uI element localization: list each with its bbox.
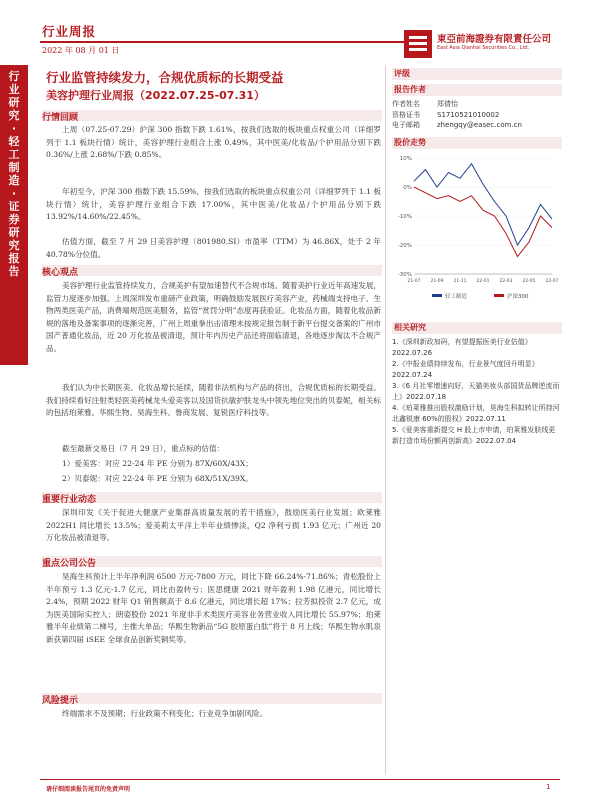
x-tick-label: 21-07	[407, 279, 421, 284]
column-divider	[385, 65, 386, 775]
rating-label: 评级	[392, 68, 562, 80]
sidebar-char: 研	[8, 226, 20, 239]
paragraph: 昊海生科预计上半年净利润 6500 万元-7800 万元，同比下降 66.24%-71.86%；青松股份上半年预亏 1.3 亿元-1.7 亿元，同比由盈转亏；医思健康 2021 财年盈利 1.98 亿港元，同比增长 2.4%，预期 2022 财年 Q1 销售额高于 8.6 亿港元，同比增长超 17%；拉芳拟投资 2.7 亿元，成为医美国际实控人；朗姿股份 2021 年度非手术类医疗美容业务营业收入同比增长 55.97%；珀莱雅半年业绩第二梯号，主推大单品；华熙生物新品“5G 胶原蛋白肽”将于 8 月上线；华熙生物水肌泉新获第四届 iSEE 全球食品创新奖铜奖等。	[46, 572, 381, 644]
paragraph: 深圳印发《关于促进大健康产业集群高质量发展的若干措施》，鼓励医美行业发展；欧莱雅 2022H1 同比增长 13.5%；爱美莉太平洋上半年业绩惨淡，Q2 净利亏损 1.93 亿元；广州近 20 万化妆品被清退等。	[46, 508, 381, 542]
section-heading-industry-news: 重要行业动态	[42, 495, 97, 505]
sidebar-char: ·	[11, 187, 17, 200]
legend-label: 轻工制造	[445, 294, 468, 300]
analyst-value: 郑倩怡	[437, 100, 458, 108]
x-tick-label: 22-05	[522, 279, 536, 284]
legend-swatch	[432, 294, 442, 297]
paragraph: 上周（07.25-07.29）沪深 300 指数下跌 1.61%，按我们选取的板块重点权重公司（详细罗列于 1.1 板块行情）统计，美容护理行业组合上涨 0.49%，其中医美/化妆品/个护用品分别下跌 0.36%/上涨 2.68%/下跌 0.85%。	[46, 125, 381, 159]
section-heading-core-view: 核心观点	[42, 268, 79, 278]
y-tick-label: -30%	[397, 272, 412, 278]
sidebar-char: 告	[8, 265, 20, 278]
paragraph: 美容护理行业监管持续发力，合规美护有望加速替代不合规市场。随着美护行业近年高速发展，监管力度逐步加强。上周深圳发布重磅产业政策，明确鼓励发展医疗美容产业，药械端支持电子、生物两类医美产品，消费端规范医美服务，监管“赏罚分明”态度再获验证。化妆品方面，随着化妆品新规的落地及备案事项的逐渐完善，广州上周重拳出击清理未按规定报告制于新平台提交备案的广州市国产普通化妆品，近 20 万化妆品被清退，预计年内历史产品还将面临清退，各地逐步淘汰不合规产品。	[46, 281, 381, 353]
company-name-cn: 東亞前海證券有限責任公司	[437, 34, 552, 45]
analyst-row	[392, 110, 560, 121]
sidebar-char: 究	[8, 109, 20, 122]
page-number: 1	[546, 783, 551, 791]
sidebar-text	[0, 70, 28, 278]
section-heading-market: 行情回顾	[42, 113, 79, 123]
list-item: 2）贝泰妮：对应 22-24 年 PE 分别为 68X/51X/39X。	[62, 474, 253, 483]
paragraph: 我们认为中长期医美、化妆品增长延续，随着非法机构与产品的挤出，合规优质标的长期受益。我们持续看好注射类轻医美药械龙头爱美客以及国货抗敏护肤龙头中领先地位突出的贝泰妮，相关标的包括珀莱雅、华熙生物、昊海生科、鲁商发展、复锐医疗科技等。	[46, 383, 381, 417]
sidebar-char: 究	[8, 239, 20, 252]
company-name-en: East Asia Qianhai Securities Co., Ltd.	[437, 45, 530, 51]
related-report-link[interactable]: 2.《中报业绩持续发布，行业景气度回升明显》2022.07.24	[392, 360, 539, 379]
y-tick-label: 10%	[399, 156, 412, 162]
series-line-0	[414, 164, 552, 245]
report-type-title: 行业周报	[42, 24, 97, 39]
related-list	[392, 337, 560, 447]
y-tick-label: -20%	[397, 243, 412, 249]
report-date: 2022 年 08 月 01 日	[42, 46, 120, 55]
sidebar-char: 研	[8, 96, 20, 109]
related-report-link[interactable]: 3.《6 月社零增速向好，天猫美妆头部国货品牌逆流而上》2022.07.18	[392, 382, 560, 401]
legend-label: 沪深300	[507, 294, 529, 300]
analyst-email[interactable]: zhengqy@easec.com.cn	[437, 121, 522, 129]
analyst-key: 资格证书	[392, 110, 420, 119]
footer-rule	[40, 779, 560, 780]
main-title: 行业监管持续发力，合规优质标的长期受益	[46, 70, 284, 85]
x-tick-label: 22-03	[499, 279, 513, 284]
y-tick-label: -10%	[397, 214, 412, 220]
x-tick-label: 21-09	[430, 279, 444, 284]
analyst-row	[392, 99, 560, 110]
paragraph: 估值方面，截至 7 月 29 日美容护理（801980.SI）市盈率（TTM）为 46.86X，处于 2 年 40.78%分位值。	[46, 237, 381, 259]
company-logo-icon	[404, 30, 432, 58]
paragraph: 年初至今，沪深 300 指数下跌 15.59%，按我们选取的板块重点权重公司（详细罗列于 1.1 板块行情）统计，美容护理行业组合下跌 17.00%，其中医美/化妆品/个护用品分别下跌 13.92%/14.60%/22.45%。	[46, 187, 381, 221]
sidebar-char: 券	[8, 213, 20, 226]
related-report-link[interactable]: 1.《深圳新政加码，有望提振医美行业估值》2022.07.26	[392, 338, 532, 357]
sidebar-char: 制	[8, 161, 20, 174]
x-tick-label: 22-01	[476, 279, 490, 284]
section-heading-risk: 风险提示	[42, 696, 79, 706]
series-line-1	[414, 187, 552, 257]
analyst-value: S1710521010002	[437, 110, 500, 119]
list-item: 1）爱美客：对应 22-24 年 PE 分别为 87X/60X/43X；	[62, 459, 253, 468]
sidebar-char: 行	[8, 70, 20, 83]
related-report-link[interactable]: 5.《爱美客重新提交 H 股上市申请，珀莱雅发肤线更新打造市场份额再创新高》2022.07.04	[392, 426, 556, 445]
footer-disclaimer: 请仔细阅读报告尾页的免责声明	[46, 786, 131, 793]
sidebar-char: 轻	[8, 135, 20, 148]
sidebar-char: 证	[8, 200, 20, 213]
analyst-heading: 报告作者	[392, 84, 562, 96]
paragraph: 截至最新交易日（7 月 29 日），重点标的估值：	[62, 444, 225, 453]
related-report-link[interactable]: 4.《珀莱雅推出股权激励计划，昊海生科拟转让所持河北鑫锐康 60%的股权》2022.07.11	[392, 404, 560, 423]
header-rule	[40, 41, 422, 43]
sub-title: 美容护理行业周报（2022.07.25-07.31）	[46, 89, 265, 102]
sidebar-char: 造	[8, 174, 20, 187]
trend-chart-svg	[392, 152, 560, 312]
section-heading-company-notices: 重点公司公告	[42, 559, 97, 569]
trend-heading: 股价走势	[392, 137, 562, 149]
y-tick-label: 0%	[403, 185, 412, 191]
sidebar-char: 工	[8, 148, 20, 161]
related-heading: 相关研究	[392, 322, 562, 334]
sidebar-char: ·	[11, 122, 17, 135]
price-trend-chart	[392, 152, 560, 312]
analyst-row	[392, 120, 560, 131]
paragraph: 终端需求不及预期；行业政策不利变化；行业竞争加剧风险。	[62, 709, 268, 718]
analyst-block	[392, 99, 560, 131]
analyst-key: 电子邮箱	[392, 121, 420, 129]
x-tick-label: 21-11	[453, 279, 467, 284]
sidebar-char: 业	[8, 83, 20, 96]
analyst-key: 作者姓名	[392, 100, 420, 108]
sidebar-char: 报	[8, 252, 20, 265]
x-tick-label: 22-07	[545, 279, 559, 284]
legend-swatch	[494, 294, 504, 297]
